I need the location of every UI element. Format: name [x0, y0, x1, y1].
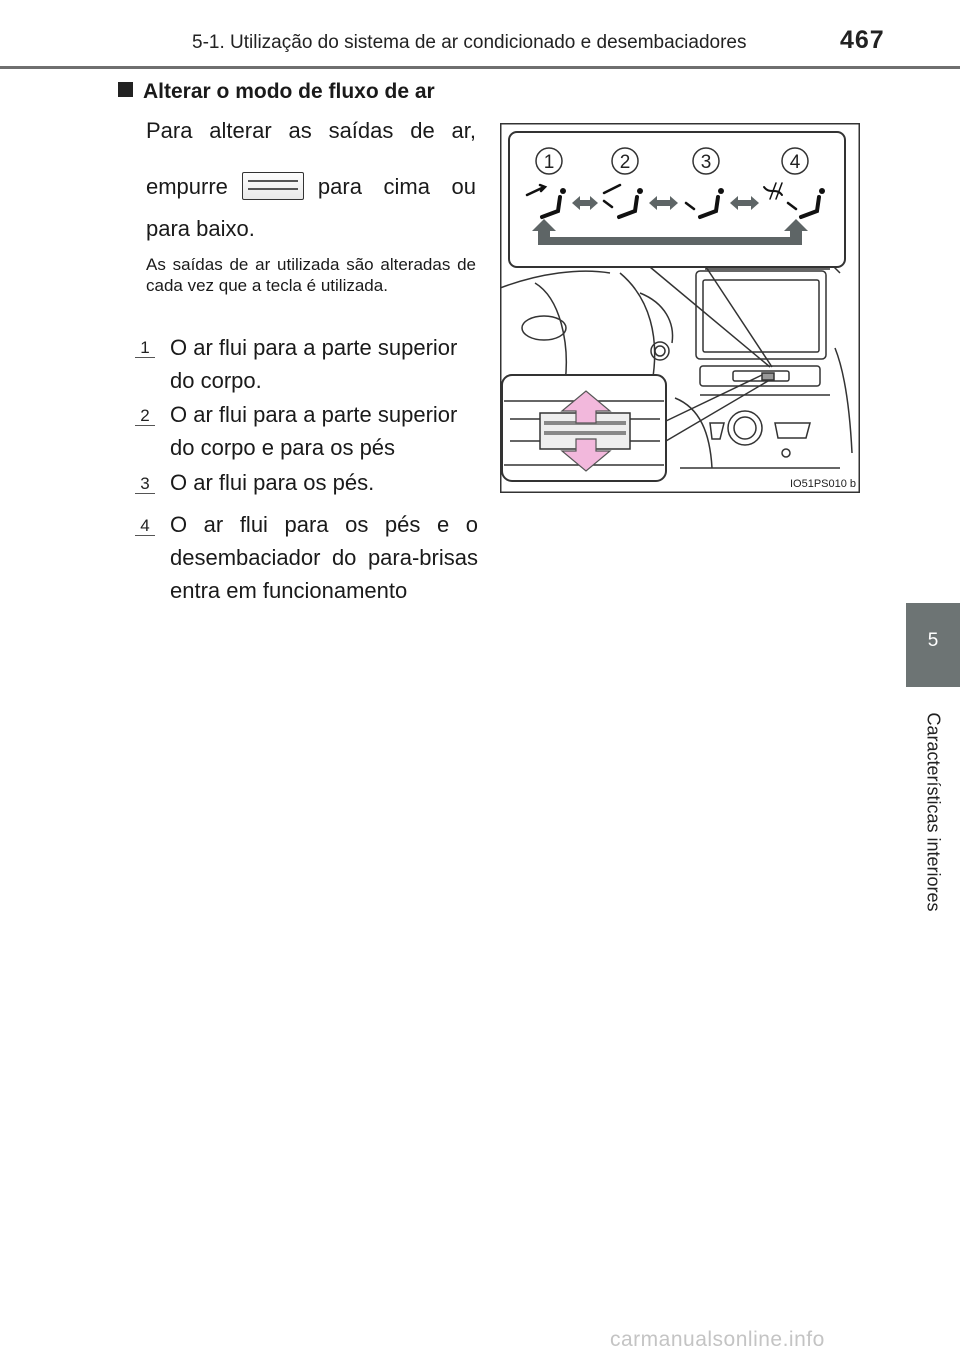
item-number-1: 1	[137, 339, 153, 357]
airflow-mode-button-icon	[242, 172, 304, 200]
watermark: carmanualsonline.info	[610, 1328, 825, 1351]
chapter-tab: 5	[906, 603, 960, 687]
figure-code: IO51PS010 b	[790, 478, 857, 490]
chapter-side-label: Características interiores	[923, 712, 944, 912]
section-heading	[118, 80, 435, 104]
item-number-3: 3	[137, 475, 153, 493]
running-header: 5-1. Utilização do sistema de ar condicionado e desembaciadores	[192, 32, 747, 53]
item-text-4: O ar flui para os pés e o desembaciador do para-brisas entra em funcionamento	[170, 512, 478, 603]
mode-number-3: 3	[700, 152, 712, 173]
intro-line-1: Para alterar as saídas de ar,	[146, 118, 476, 143]
mode-number-4: 4	[789, 152, 801, 173]
intro-push-word: empurre	[146, 174, 228, 199]
item-text-3: O ar flui para os pés.	[170, 470, 375, 495]
item-text-2: O ar flui para a parte superior do corpo e para os pés	[170, 402, 458, 460]
item-text-1: O ar flui para a parte superior do corpo.	[170, 335, 458, 393]
intro-direction-text: para cima ou	[317, 174, 476, 199]
header-divider	[0, 66, 960, 69]
intro-line-3: para baixo.	[146, 216, 255, 241]
section-heading-text: Alterar o modo de fluxo de ar	[143, 80, 435, 103]
item-number-4: 4	[137, 517, 153, 535]
airflow-mode-illustration	[500, 123, 860, 493]
note-text: As saídas de ar utilizada são alteradas de cada vez que a tecla é utilizada.	[146, 255, 476, 295]
page-number: 467	[840, 26, 885, 54]
intro-line-2	[146, 170, 476, 203]
mode-number-2: 2	[619, 152, 631, 173]
item-number-2: 2	[137, 407, 153, 425]
mode-number-1: 1	[543, 152, 555, 173]
bullet-square-icon	[118, 82, 133, 97]
